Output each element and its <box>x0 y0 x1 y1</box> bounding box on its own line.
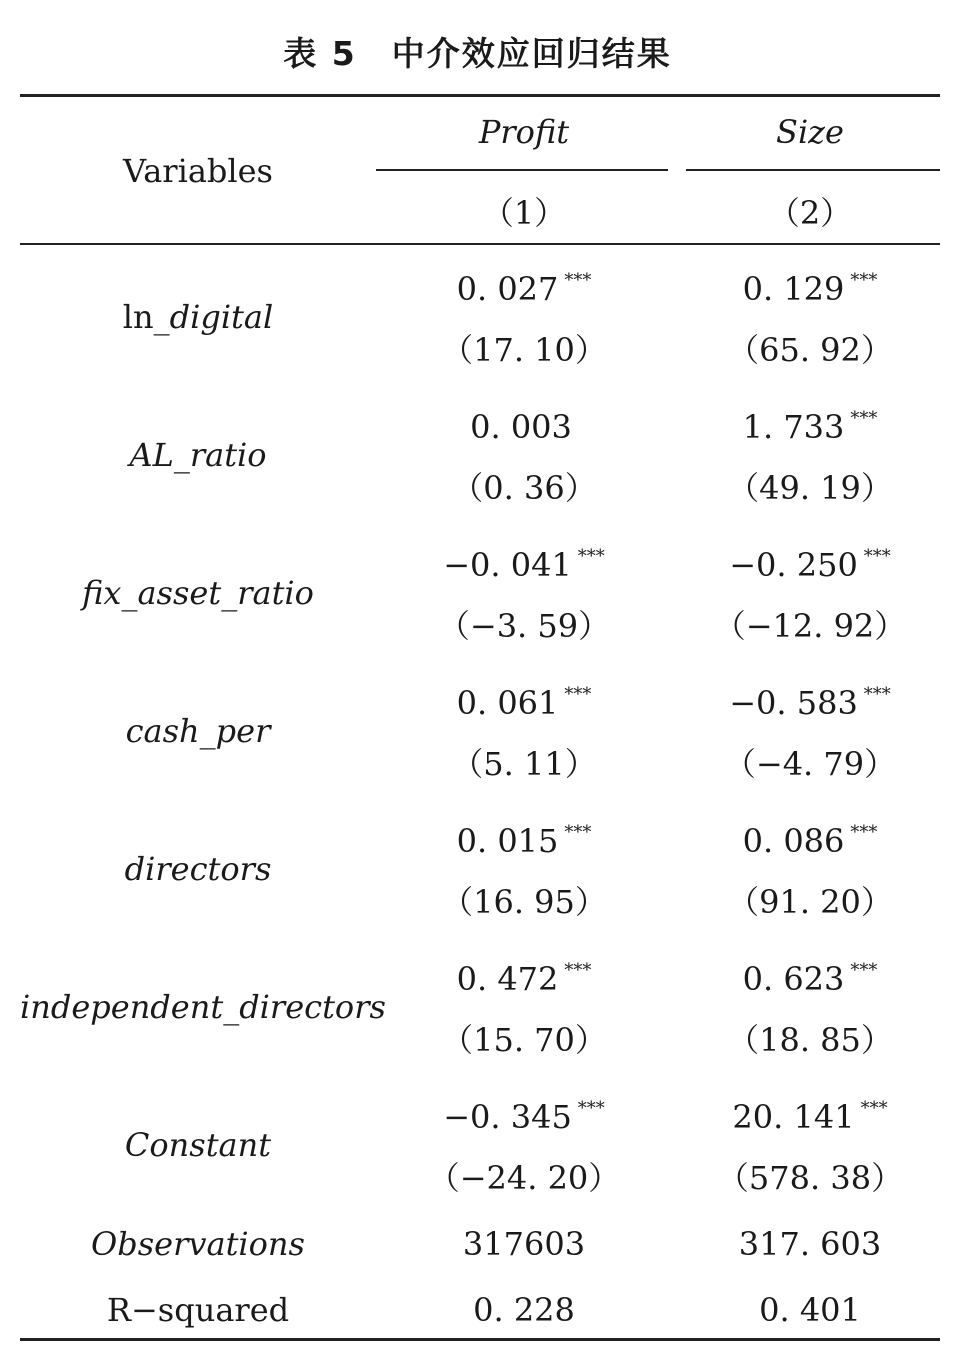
c2-coefficient <box>680 822 940 860</box>
coefficient-value: 20. 141 <box>732 1098 855 1136</box>
variable-name-italic: independent_directors <box>20 988 386 1026</box>
c2-coefficient <box>680 684 940 722</box>
variable-name-italic: AL_ratio <box>129 436 267 474</box>
variable-name-italic: fix_asset_ratio <box>82 574 314 612</box>
c1-t-statistic: （−24. 20） <box>427 1159 621 1197</box>
variables-header: Variables <box>123 152 273 190</box>
col2-number: （2） <box>767 194 853 232</box>
significance-stars: *** <box>863 546 891 567</box>
significance-stars: *** <box>577 546 605 567</box>
c2-coefficient <box>680 960 940 998</box>
significance-stars: *** <box>564 822 592 843</box>
c1-t-statistic: （5. 11） <box>451 745 597 783</box>
c1-coefficient <box>376 822 672 860</box>
coefficient-value: −0. 250 <box>729 546 858 584</box>
c1-t-statistic: （−3. 59） <box>437 607 611 645</box>
c1-coefficient <box>376 408 672 446</box>
c2-footer-value: 0. 401 <box>759 1291 861 1329</box>
variable-name <box>20 436 376 474</box>
footer-label: Observations <box>91 1225 305 1263</box>
c2-t-statistic: （65. 92） <box>727 331 893 369</box>
coefficient-value: −0. 041 <box>443 546 572 584</box>
col2-underline <box>686 169 940 171</box>
c1-footer-value: 0. 228 <box>473 1291 575 1329</box>
variable-name-italic: Constant <box>124 1126 272 1164</box>
c1-t-statistic: （0. 36） <box>451 469 597 507</box>
c1-footer-value: 317603 <box>462 1225 586 1263</box>
c1-t-statistic: （17. 10） <box>441 331 607 369</box>
variable-name-italic: directors <box>124 850 272 888</box>
c2-t-statistic: （−12. 92） <box>713 607 907 645</box>
c1-coefficient <box>376 546 672 584</box>
c2-coefficient <box>680 1098 940 1136</box>
col1-number: （1） <box>481 194 567 232</box>
variable-name <box>20 298 376 336</box>
significance-stars: *** <box>863 684 891 705</box>
coefficient-value: 0. 003 <box>470 408 572 446</box>
coefficient-value: −0. 583 <box>729 684 858 722</box>
coefficient-value: 1. 733 <box>742 408 845 446</box>
significance-stars: *** <box>850 270 878 291</box>
footer-label: R−squared <box>106 1291 290 1329</box>
c2-t-statistic: （18. 85） <box>727 1021 893 1059</box>
coefficient-value: 0. 061 <box>456 684 559 722</box>
c2-footer-value: 317. 603 <box>738 1225 882 1263</box>
significance-stars: *** <box>850 408 878 429</box>
c2-coefficient <box>680 546 940 584</box>
significance-stars: *** <box>564 270 592 291</box>
coefficient-value: 0. 086 <box>742 822 845 860</box>
coefficient-value: 0. 129 <box>742 270 845 308</box>
coefficient-value: 0. 472 <box>456 960 559 998</box>
c1-coefficient <box>376 1098 672 1136</box>
c1-coefficient <box>376 270 672 308</box>
c1-coefficient <box>376 684 672 722</box>
variable-name <box>20 712 376 750</box>
coefficient-value: 0. 623 <box>742 960 845 998</box>
variable-name-italic: digital <box>169 298 274 336</box>
variable-name <box>20 574 376 612</box>
variable-name-plain: ln_ <box>122 298 170 336</box>
coefficient-value: 0. 027 <box>456 270 559 308</box>
c2-t-statistic: （91. 20） <box>727 883 893 921</box>
c1-t-statistic: （16. 95） <box>441 883 607 921</box>
significance-stars: *** <box>860 1098 888 1119</box>
coefficient-value: 0. 015 <box>456 822 559 860</box>
variable-name-italic: cash_per <box>125 712 271 750</box>
c2-t-statistic: （−4. 79） <box>723 745 897 783</box>
coefficient-value: −0. 345 <box>443 1098 572 1136</box>
c2-t-statistic: （578. 38） <box>716 1159 904 1197</box>
col2-header: Size <box>776 113 844 151</box>
variable-name <box>20 1126 376 1164</box>
header-rule <box>20 243 940 245</box>
c2-t-statistic: （49. 19） <box>727 469 893 507</box>
significance-stars: *** <box>850 960 878 981</box>
c1-t-statistic: （15. 70） <box>441 1021 607 1059</box>
bottom-rule <box>20 1338 940 1341</box>
table-title: 表 5 中介效应回归结果 <box>283 34 672 73</box>
significance-stars: *** <box>564 684 592 705</box>
variable-name <box>20 850 376 888</box>
significance-stars: *** <box>577 1098 605 1119</box>
c1-coefficient <box>376 960 672 998</box>
top-rule <box>20 94 940 97</box>
col1-header: Profit <box>478 113 570 151</box>
col1-underline <box>376 169 668 171</box>
c2-coefficient <box>680 270 940 308</box>
variable-name <box>20 988 386 1026</box>
significance-stars: *** <box>850 822 878 843</box>
c2-coefficient <box>680 408 940 446</box>
significance-stars: *** <box>564 960 592 981</box>
